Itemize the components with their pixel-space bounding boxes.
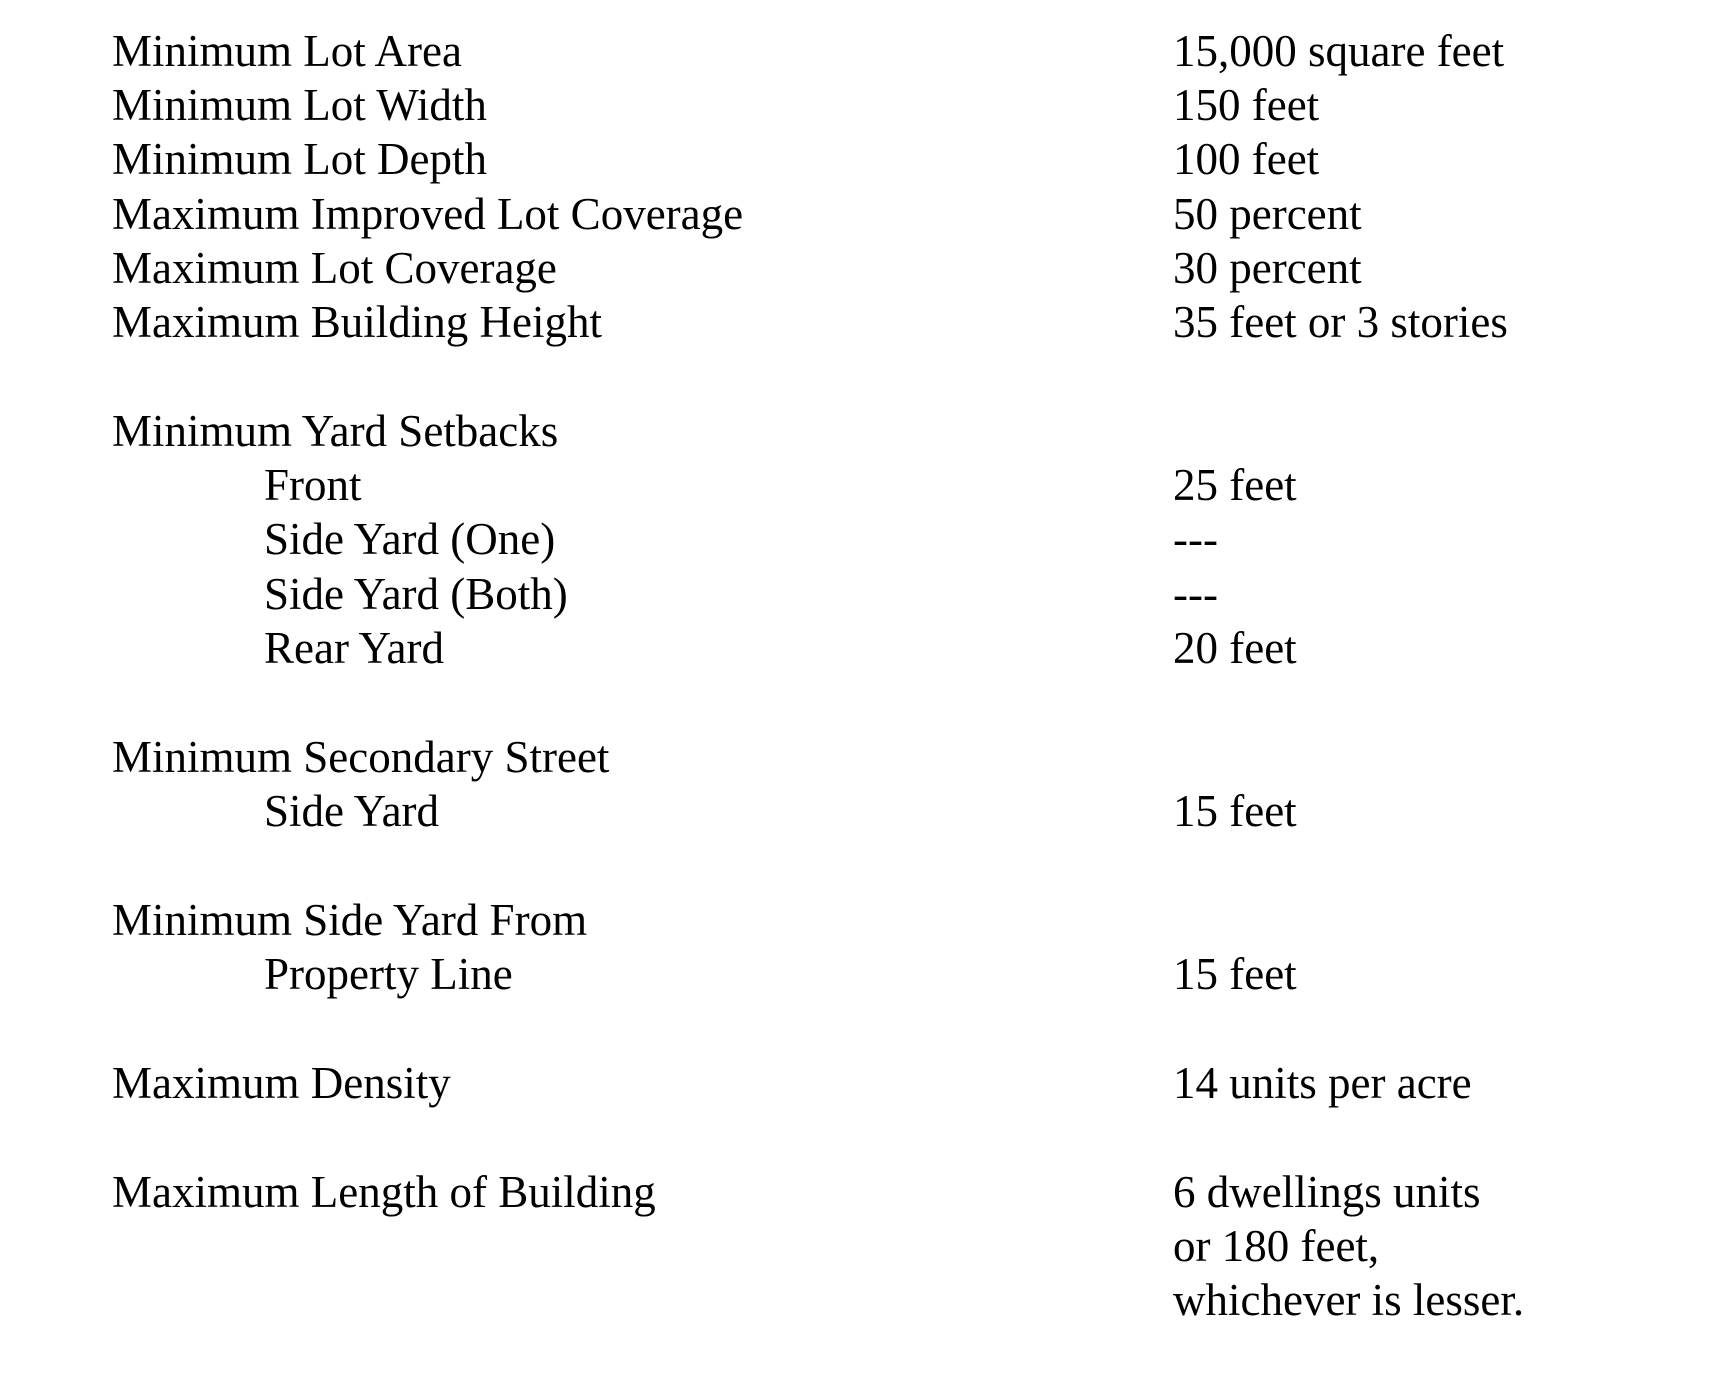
improved-coverage-value: 50 percent bbox=[1173, 189, 1362, 239]
side-yard-one-value: --- bbox=[1173, 514, 1218, 564]
lot-width-label: Minimum Lot Width bbox=[112, 80, 487, 130]
secondary-street-side-yard-label: Side Yard bbox=[264, 786, 440, 836]
building-length-value-line-1: 6 dwellings units bbox=[1173, 1167, 1481, 1217]
building-length-value-line-2: or 180 feet, bbox=[1173, 1221, 1380, 1271]
rear-yard-label: Rear Yard bbox=[264, 623, 444, 673]
rear-yard-value: 20 feet bbox=[1173, 623, 1297, 673]
lot-area-label: Minimum Lot Area bbox=[112, 26, 462, 76]
lot-coverage-label: Maximum Lot Coverage bbox=[112, 243, 557, 293]
side-yard-one-label: Side Yard (One) bbox=[264, 514, 556, 564]
lot-width-value: 150 feet bbox=[1173, 80, 1320, 130]
side-yard-both-label: Side Yard (Both) bbox=[264, 569, 568, 619]
front-setback-value: 25 feet bbox=[1173, 460, 1297, 510]
lot-depth-label: Minimum Lot Depth bbox=[112, 134, 487, 184]
side-yard-both-value: --- bbox=[1173, 569, 1218, 619]
property-line-value: 15 feet bbox=[1173, 949, 1297, 999]
lot-depth-value: 100 feet bbox=[1173, 134, 1320, 184]
side-yard-property-heading: Minimum Side Yard From bbox=[112, 895, 588, 945]
yard-setbacks-heading: Minimum Yard Setbacks bbox=[112, 406, 559, 456]
building-height-label: Maximum Building Height bbox=[112, 297, 602, 347]
front-setback-label: Front bbox=[264, 460, 362, 510]
density-value: 14 units per acre bbox=[1173, 1058, 1472, 1108]
property-line-label: Property Line bbox=[264, 949, 513, 999]
improved-coverage-label: Maximum Improved Lot Coverage bbox=[112, 189, 744, 239]
secondary-street-heading: Minimum Secondary Street bbox=[112, 732, 610, 782]
building-height-value: 35 feet or 3 stories bbox=[1173, 297, 1508, 347]
density-label: Maximum Density bbox=[112, 1058, 451, 1108]
lot-coverage-value: 30 percent bbox=[1173, 243, 1362, 293]
building-length-label: Maximum Length of Building bbox=[112, 1167, 656, 1217]
lot-area-value: 15,000 square feet bbox=[1173, 26, 1505, 76]
secondary-street-side-yard-value: 15 feet bbox=[1173, 786, 1297, 836]
building-length-value-line-3: whichever is lesser. bbox=[1173, 1275, 1525, 1325]
